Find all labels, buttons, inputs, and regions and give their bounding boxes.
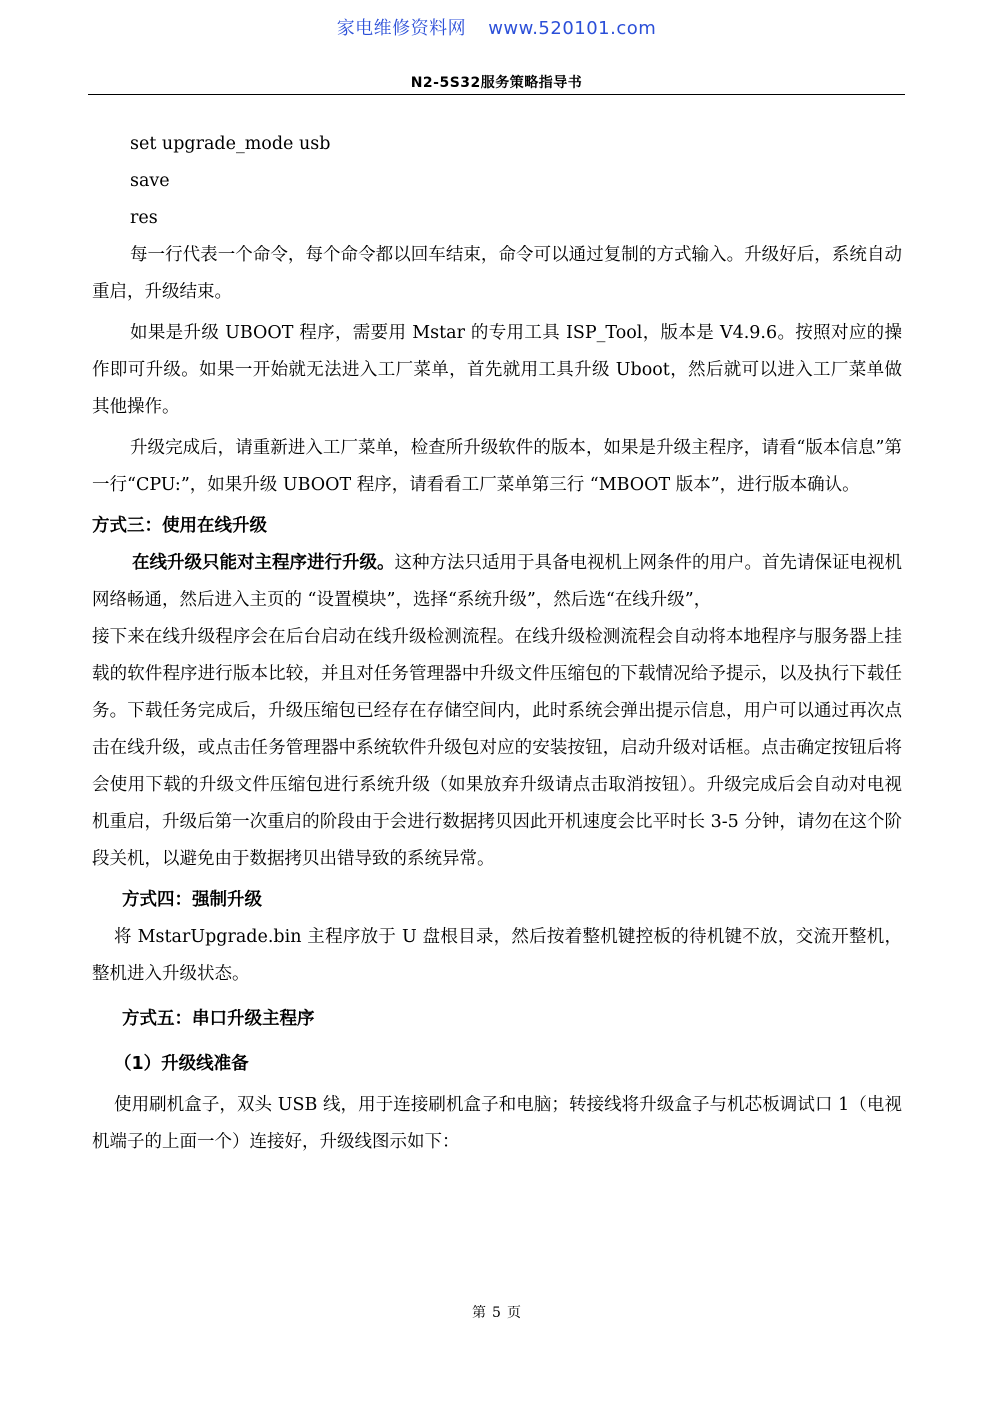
method3-paragraph — [92, 545, 902, 619]
method3-text-line1: 这种方法只适用于具备电视机上网条件的用户。首先请保证电视机网络畅通，然后进入主页的 “设置模块”，选择“系统升级”，然后选“在线升级”， — [92, 553, 902, 610]
page-footer — [0, 1302, 993, 1322]
watermark-site-url: www.520101.com — [488, 18, 657, 39]
footer-prefix: 第 — [472, 1305, 487, 1321]
command-line: set upgrade_mode usb — [130, 134, 331, 154]
watermark-site-name: 家电维修资料网 — [336, 18, 467, 39]
method3-paragraph-continued: 接下来在线升级程序会在后台启动在线升级检测流程。在线升级检测流程会自动将本地程序与服务器上挂载的软件程序进行版本比较，并且对任务管理器中升级文件压缩包的下载情况给予提示，以及执行下载任务。下载任务完成后，升级压缩包已经存在存储空间内，此时系统会弹出提示信息，用户可以通过再次点击在线升级，或点击任务管理器中系统软件升级包对应的安装按钮，启动升级对话框。点击确定按钮后将会使用下载的升级文件压缩包进行系统升级（如果放弃升级请点击取消按钮）。升级完成后会自动对电视机重启，升级后第一次重启的阶段由于会进行数据拷贝因此开机速度会比平时长 3-5 分钟，请勿在这个阶段关机，以避免由于数据拷贝出错导致的系统异常。 — [92, 627, 902, 869]
method4-heading: 方式四：强制升级 — [122, 890, 262, 910]
document-header-title: N2-5S32服务策略指导书 — [410, 75, 583, 91]
paragraph-version-check: 升级完成后，请重新进入工厂菜单，检查所升级软件的版本，如果是升级主程序，请看“版本信息”第一行“CPU:”，如果升级 UBOOT 程序，请看看工厂菜单第三行 “MBOOT 版本”，进行版本确认。 — [92, 438, 902, 495]
method4-paragraph: 将 MstarUpgrade.bin 主程序放于 U 盘根目录，然后按着整机键控板的待机键不放，交流开整机，整机进入升级状态。 — [92, 927, 902, 984]
method3-heading: 方式三：使用在线升级 — [92, 516, 267, 536]
method5-subheading: （1）升级线准备 — [114, 1054, 249, 1074]
header-divider — [88, 94, 905, 95]
method5-paragraph: 使用刷机盒子，双头 USB 线，用于连接刷机盒子和电脑；转接线将升级盒子与机芯板调试口 1（电视机端子的上面一个）连接好，升级线图示如下： — [92, 1095, 902, 1152]
paragraph-uboot-upgrade: 如果是升级 UBOOT 程序，需要用 Mstar 的专用工具 ISP_Tool，版本是 V4.9.6。按照对应的操作即可升级。如果一开始就无法进入工厂菜单，首先就用工具升级 Uboot，然后就可以进入工厂菜单做其他操作。 — [92, 323, 902, 417]
page-number: 5 — [492, 1305, 501, 1321]
paragraph-commands-note: 每一行代表一个命令，每个命令都以回车结束，命令可以通过复制的方式输入。升级好后，系统自动重启，升级结束。 — [92, 245, 902, 302]
command-line: res — [130, 208, 158, 228]
method5-heading: 方式五：串口升级主程序 — [122, 1009, 315, 1029]
command-line: save — [130, 171, 170, 191]
method3-bold-lead: 在线升级只能对主程序进行升级。 — [132, 553, 395, 573]
footer-suffix: 页 — [506, 1305, 521, 1321]
watermark — [0, 14, 993, 40]
page-body — [92, 126, 902, 1161]
